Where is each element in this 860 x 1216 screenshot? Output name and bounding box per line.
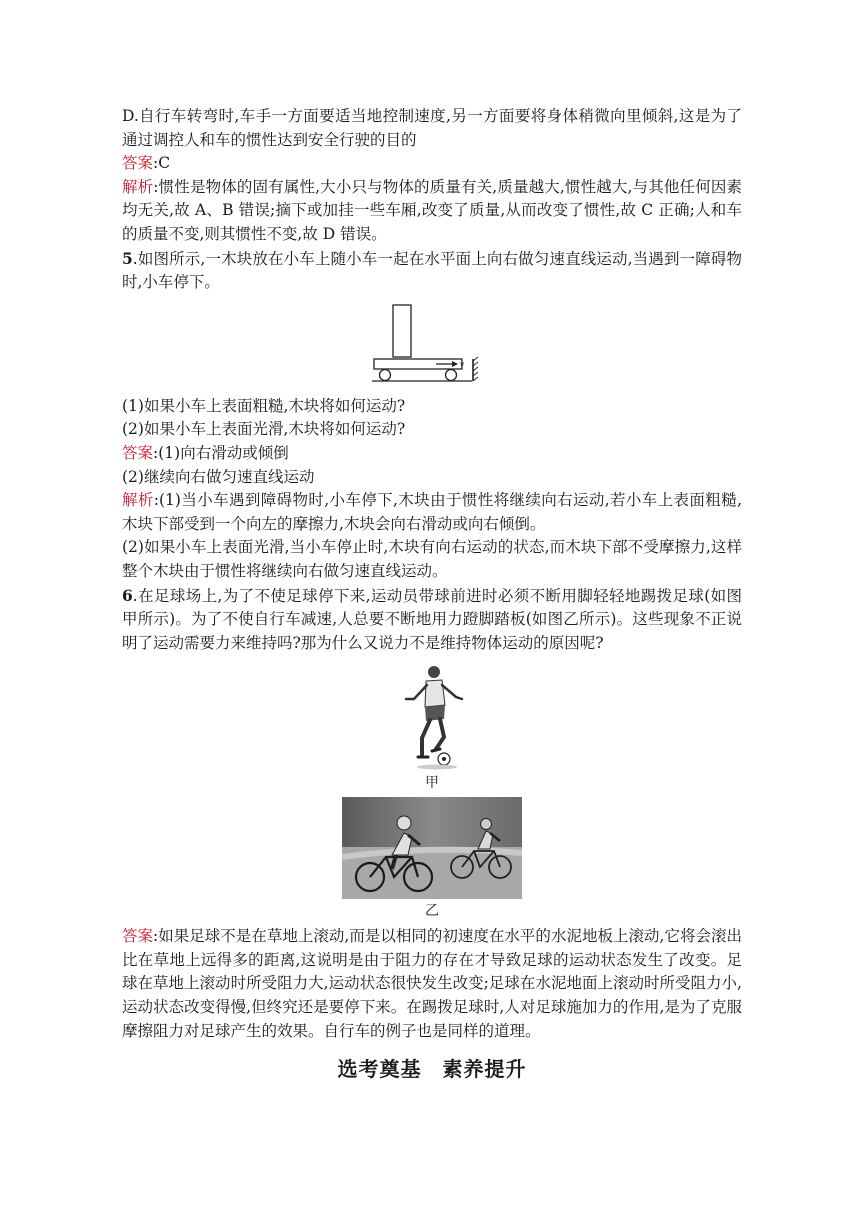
- answer-label: 答案: [122, 154, 154, 173]
- wood-block: [393, 305, 411, 357]
- question-number: 5: [122, 248, 133, 268]
- q5-answer-1: 答案:(1)向右滑动或倾倒: [122, 443, 289, 462]
- answer-label: 答案: [122, 927, 154, 946]
- q5-answer-2: (2)继续向右做匀速直线运动: [122, 467, 315, 486]
- analysis-label: 解析: [122, 491, 154, 510]
- q4-analysis: 解析:惯性是物体的固有属性,大小只与物体的质量有关,质量越大,惯性越大,与其他任何因素均无关,故 A、B 错误;摘下或加挂一些车厢,改变了质量,从而改变了惯性,故 C 正确;人和车的质量不变,则其惯性不变,故 D 错误。: [122, 177, 742, 243]
- q5-sub1: (1)如果小车上表面粗糙,木块将如何运动?: [122, 396, 406, 415]
- answer-label: 答案: [122, 443, 154, 462]
- figure-caption-b: 乙: [425, 903, 439, 920]
- cart-wheel-left: [380, 369, 391, 380]
- q5-analysis-1: 解析:(1)当小车遇到障碍物时,小车停下,木块由于惯性将继续向右运动,若小车上表面粗糙,木块下部受到一个向左的摩擦力,木块会向右滑动或向右倾倒。: [122, 491, 742, 533]
- cyclists-photo: [342, 797, 522, 899]
- q5-analysis-2: (2)如果小车上表面光滑,当小车停止时,木块有向右运动的状态,而木块下部不受摩擦力,这样整个木块由于惯性将继续向右做匀速直线运动。: [122, 538, 742, 580]
- q6-stem: 6.在足球场上,为了不使足球停下来,运动员带球前进时必须不断用脚轻轻地踢拨足球(如图甲所示)。为了不使自行车减速,人总要不断地用力蹬脚踏板(如图乙所示)。这些现象不正说明了运动需要力来维持吗?那为什么又说力不是维持物体运动的原因呢?: [122, 585, 742, 652]
- cart-wheel-right: [446, 369, 457, 380]
- q4-option-d: D.自行车转弯时,车手一方面要适当地控制速度,另一方面要将身体稍微向里倾斜,这是为了通过调控人和车的惯性达到安全行驶的目的: [122, 107, 742, 149]
- q6-answer: 答案:如果足球不是在草地上滚动,而是以相同的初速度在水平的水泥地板上滚动,它将会滚出比在草地上远得多的距离,这说明是由于阻力的存在才导致足球的运动状态发生了改变。足球在草地上滚动时所受阻力大,运动状态很快发生改变;足球在水泥地面上滚动时所受阻力小,运动状态改变得慢,但终究还是要停下来。在踢拨足球时,人对足球施加力的作用,是为了克服摩擦阻力对足球产生的效果。自行车的例子也是同样的道理。: [122, 927, 742, 1040]
- soccer-player-figure: [392, 663, 472, 771]
- question-number: 6: [122, 585, 133, 605]
- document-page: [122, 105, 742, 1082]
- figure-caption-a: 甲: [425, 775, 439, 792]
- cart-block-figure: [372, 303, 492, 389]
- velocity-label: v: [460, 358, 464, 369]
- section-title: 选考奠基 素养提升: [337, 1057, 527, 1082]
- q4-answer: 答案:C: [122, 154, 171, 173]
- q5-sub2: (2)如果小车上表面光滑,木块将如何运动?: [122, 420, 406, 439]
- q5-stem: 5.如图所示,一木块放在小车上随小车一起在水平面上向右做匀速直线运动,当遇到一障碍物时,小车停下。: [122, 248, 742, 292]
- analysis-label: 解析: [122, 177, 154, 196]
